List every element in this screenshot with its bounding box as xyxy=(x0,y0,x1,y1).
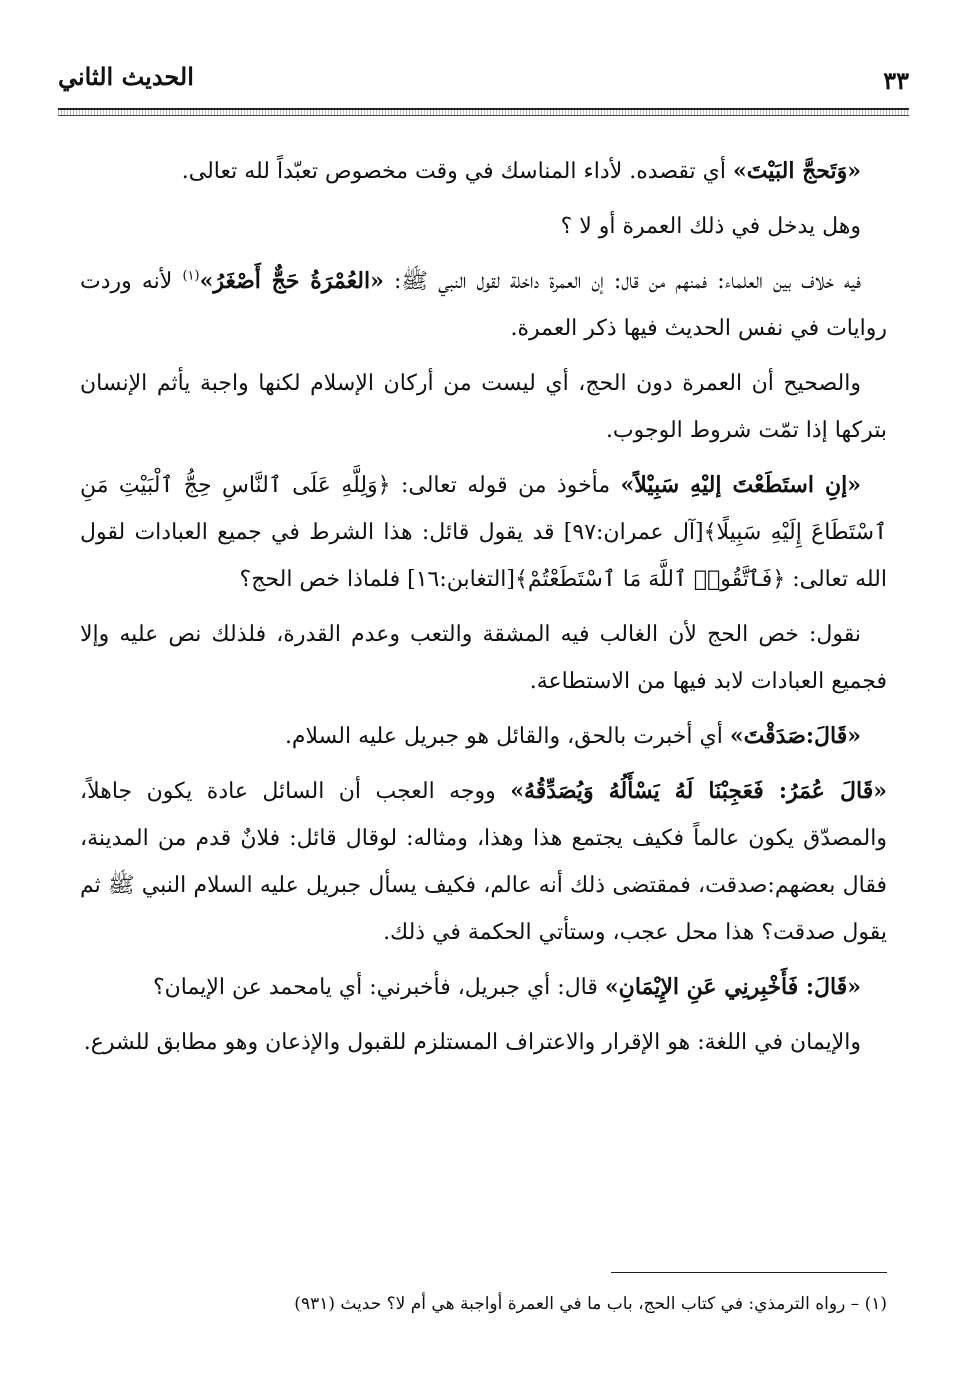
footnote-divider xyxy=(611,1272,887,1273)
paragraph-text: أي تقصده. لأداء المناسك في وقت مخصوص تعبّداً لله تعالى. xyxy=(181,159,733,184)
paragraph-text: مأخوذ من قوله تعالى: ﴿وَلِلَّهِ عَلَى ٱلنَّاسِ حِجُّ ٱلْبَيْتِ مَنِ ٱسْتَطَاعَ إِلَيْهِ سَبِيلًا﴾[آل عمران:٩٧] قد يقول قائل: هذا الشرط في جميع العبادات لقول الله تعالى: ﴿فَٱتَّقُوا۟ ٱللَّهَ مَا ٱسْتَطَعْتُمْ﴾[التغابن:١٦] فلماذا خص الحج؟ xyxy=(80,473,887,592)
paragraph-6 xyxy=(80,611,887,705)
chapter-title: الحديث الثاني xyxy=(58,62,194,91)
body-text xyxy=(80,148,887,1074)
paragraph-4 xyxy=(80,360,887,454)
hadith-phrase: «إنِ استَطَعْتَ إليْهِ سَبِيْلاً» xyxy=(620,472,862,498)
paragraph-text: والصحيح أن العمرة دون الحج، أي ليست من أركان الإسلام لكنها واجبة يأثم الإنسان بتركها إذا تمّت شروط الوجوب. xyxy=(80,371,887,443)
paragraph-7 xyxy=(80,713,887,760)
paragraph-3 xyxy=(80,258,887,352)
paragraph-8 xyxy=(80,768,887,956)
paragraph-9 xyxy=(80,964,887,1011)
header-divider xyxy=(58,108,909,116)
hadith-phrase: «قَالَ عُمَرُ: فَعَجِبْنَا لَهُ يَسْأَلُهُ وَيُصَدِّقُهُ» xyxy=(510,778,887,804)
page-number: ٣٣ xyxy=(883,66,909,95)
paragraph-1 xyxy=(80,148,887,195)
paragraph-10 xyxy=(80,1019,887,1066)
running-header xyxy=(58,62,909,102)
paragraph-text: قال: أي جبريل، فأخبرني: أي يامحمد عن الإيمان؟ xyxy=(152,975,605,1000)
footnote: (١) – رواه الترمذي: في كتاب الحج، باب ما في العمرة أواجبة هي أم لا؟ حديث (٩٣١) xyxy=(294,1294,887,1314)
paragraph-5 xyxy=(80,462,887,603)
paragraph-text: أي أخبرت بالحق، والقائل هو جبريل عليه السلام. xyxy=(284,724,730,749)
hadith-phrase: «قَالَ:صَدَقْتَ» xyxy=(729,723,861,749)
paragraph-text: وهل يدخل في ذلك العمرة أو لا ؟ xyxy=(560,214,861,239)
hadith-phrase: «وَتَحجَّ البَيْتَ» xyxy=(732,158,861,184)
hadith-quote: «العُمْرَةُ حَجٌّ أَصْغَرُ» xyxy=(199,268,384,294)
paragraph-text: فيه خلاف بين العلماء: فمنهم من قال: إن العمرة داخلة لقول النبي ﷺ: xyxy=(383,269,862,294)
paragraph-text: ووجه العجب أن السائل عادة يكون جاهلاً، والمصدّق يكون عالماً فكيف يجتمع هذا وهذا، ومثاله: لوقال قائل: فلانٌ قدم من المدينة، فقال بعضهم:صدقت، فمقتضى ذلك أنه عالم، فكيف يسأل جبريل عليه السلام النبي ﷺ ثم يقول صدقت؟ هذا محل عجب، وستأتي الحكمة في ذلك. xyxy=(80,779,887,945)
paragraph-text: نقول: خص الحج لأن الغالب فيه المشقة والتعب وعدم القدرة، فلذلك نص عليه وإلا فجميع العبادات لابد فيها من الاستطاعة. xyxy=(80,622,887,694)
paragraph-text: والإيمان في اللغة: هو الإقرار والاعتراف المستلزم للقبول والإذعان وهو مطابق للشرع. xyxy=(83,1030,861,1055)
paragraph-2 xyxy=(80,203,887,250)
hadith-phrase: «قَالَ: فَأَخْبِرنِي عَنِ الإِيْمَانِ» xyxy=(604,974,861,1000)
paragraph-text-tail: لأنه وردت روايات في نفس الحديث فيها ذكر العمرة. xyxy=(80,269,887,341)
footnote-marker[interactable]: (١) xyxy=(182,268,200,284)
